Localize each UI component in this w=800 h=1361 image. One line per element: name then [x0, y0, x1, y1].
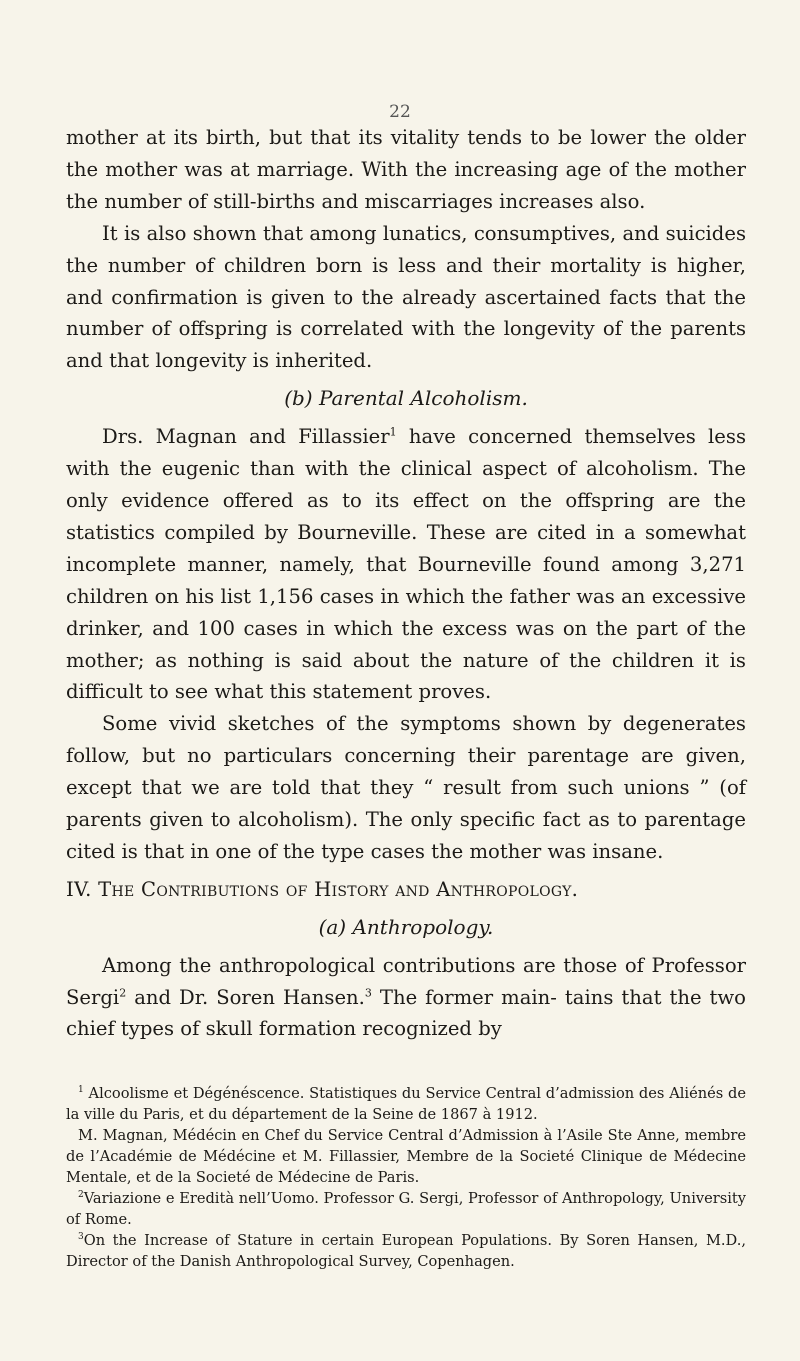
body-text: [66, 122, 746, 1045]
paragraph: It is also shown that among lunatics, consumptives, and suicides the number of children born is less and their mortality is higher, and confirmation is given to the already ascertained facts that the number of offspring is correlated with the longevity of the parents and that longevity is inherited.: [66, 221, 746, 373]
section-heading: IV. The Contributions of History and Anthropology.: [66, 877, 579, 901]
footnote-mark: 2: [78, 1190, 84, 1201]
footnote-ref: 3: [364, 986, 372, 1000]
text-run: and Dr. Soren Hansen.: [126, 985, 365, 1009]
text-run: The former main- tains that the two chief types of skull formation recognized by: [66, 985, 746, 1041]
page-number: 22: [389, 102, 411, 122]
text-run: Drs. Magnan and Fillassier: [102, 425, 390, 449]
footnote-ref: 1: [389, 425, 397, 439]
text-run: have concerned themselves less with the eugenic than with the clinical aspect of alcoholism. The only evidence offered as to its effect on the offspring are the statistics compiled by Bourneville. These are cited in a somewhat incomplete manner, namely, that Bourneville found among 3,271 children on his list 1,156 cases in which the father was an excessive drinker, and 100 cases in which the excess was on the part of the mother; as nothing is said about the nature of the children it is difficult to see what this statement proves.: [66, 425, 746, 704]
subheading-parental-alcoholism: (b) Parental Alcoholism.: [284, 386, 528, 411]
footnote: M. Magnan, Médécin en Chef du Service Central d’Admission à l’Asile Ste Anne, membre de l’Académie de Médécine et M. Fillassier, Membre de la Societé Clinique de Médecine Mentale, et de la Societé de Médecine de Paris.: [66, 1127, 746, 1186]
footnote-ref: 2: [119, 986, 127, 1000]
footnote: [66, 1083, 746, 1125]
footnote: [66, 1188, 746, 1230]
subheading-anthropology: (a) Anthropology.: [318, 914, 494, 939]
footnote-text: On the Increase of Stature in certain European Populations. By Soren Hansen, M.D., Director of the Danish Anthropological Survey, Copenhagen.: [66, 1232, 746, 1270]
paragraph: Some vivid sketches of the symptoms shown by degenerates follow, but no particulars concerning their parentage are given, except that we are told that they “ result from such unions ” (of parents given to alcoholism). The only specific fact as to parentage cited is that in one of the type cases the mother was insane.: [66, 712, 746, 863]
footnote-mark: 3: [78, 1232, 84, 1243]
footnote-text: Alcoolisme et Dégénéscence. Statistiques du Service Central d’admission des Aliénés de la ville du Paris, et du département de la Seine de 1867 à 1912.: [66, 1085, 746, 1123]
paragraph: [66, 421, 746, 708]
paragraph: mother at its birth, but that its vitality tends to be lower the older the mother was at marriage. With the increasing age of the mother the number of still-births and miscarriages increases also.: [66, 126, 746, 213]
paragraph: [66, 950, 746, 1046]
footnotes: [66, 1083, 746, 1272]
footnote-text: Variazione e Eredità nell’Uomo. Professor G. Sergi, Professor of Anthropology, University of Rome.: [66, 1190, 746, 1228]
text-run: Among the anthropological contributions are those of Professor Sergi: [66, 953, 746, 1009]
footnote-mark: 1: [78, 1085, 84, 1096]
footnote: [66, 1230, 746, 1272]
